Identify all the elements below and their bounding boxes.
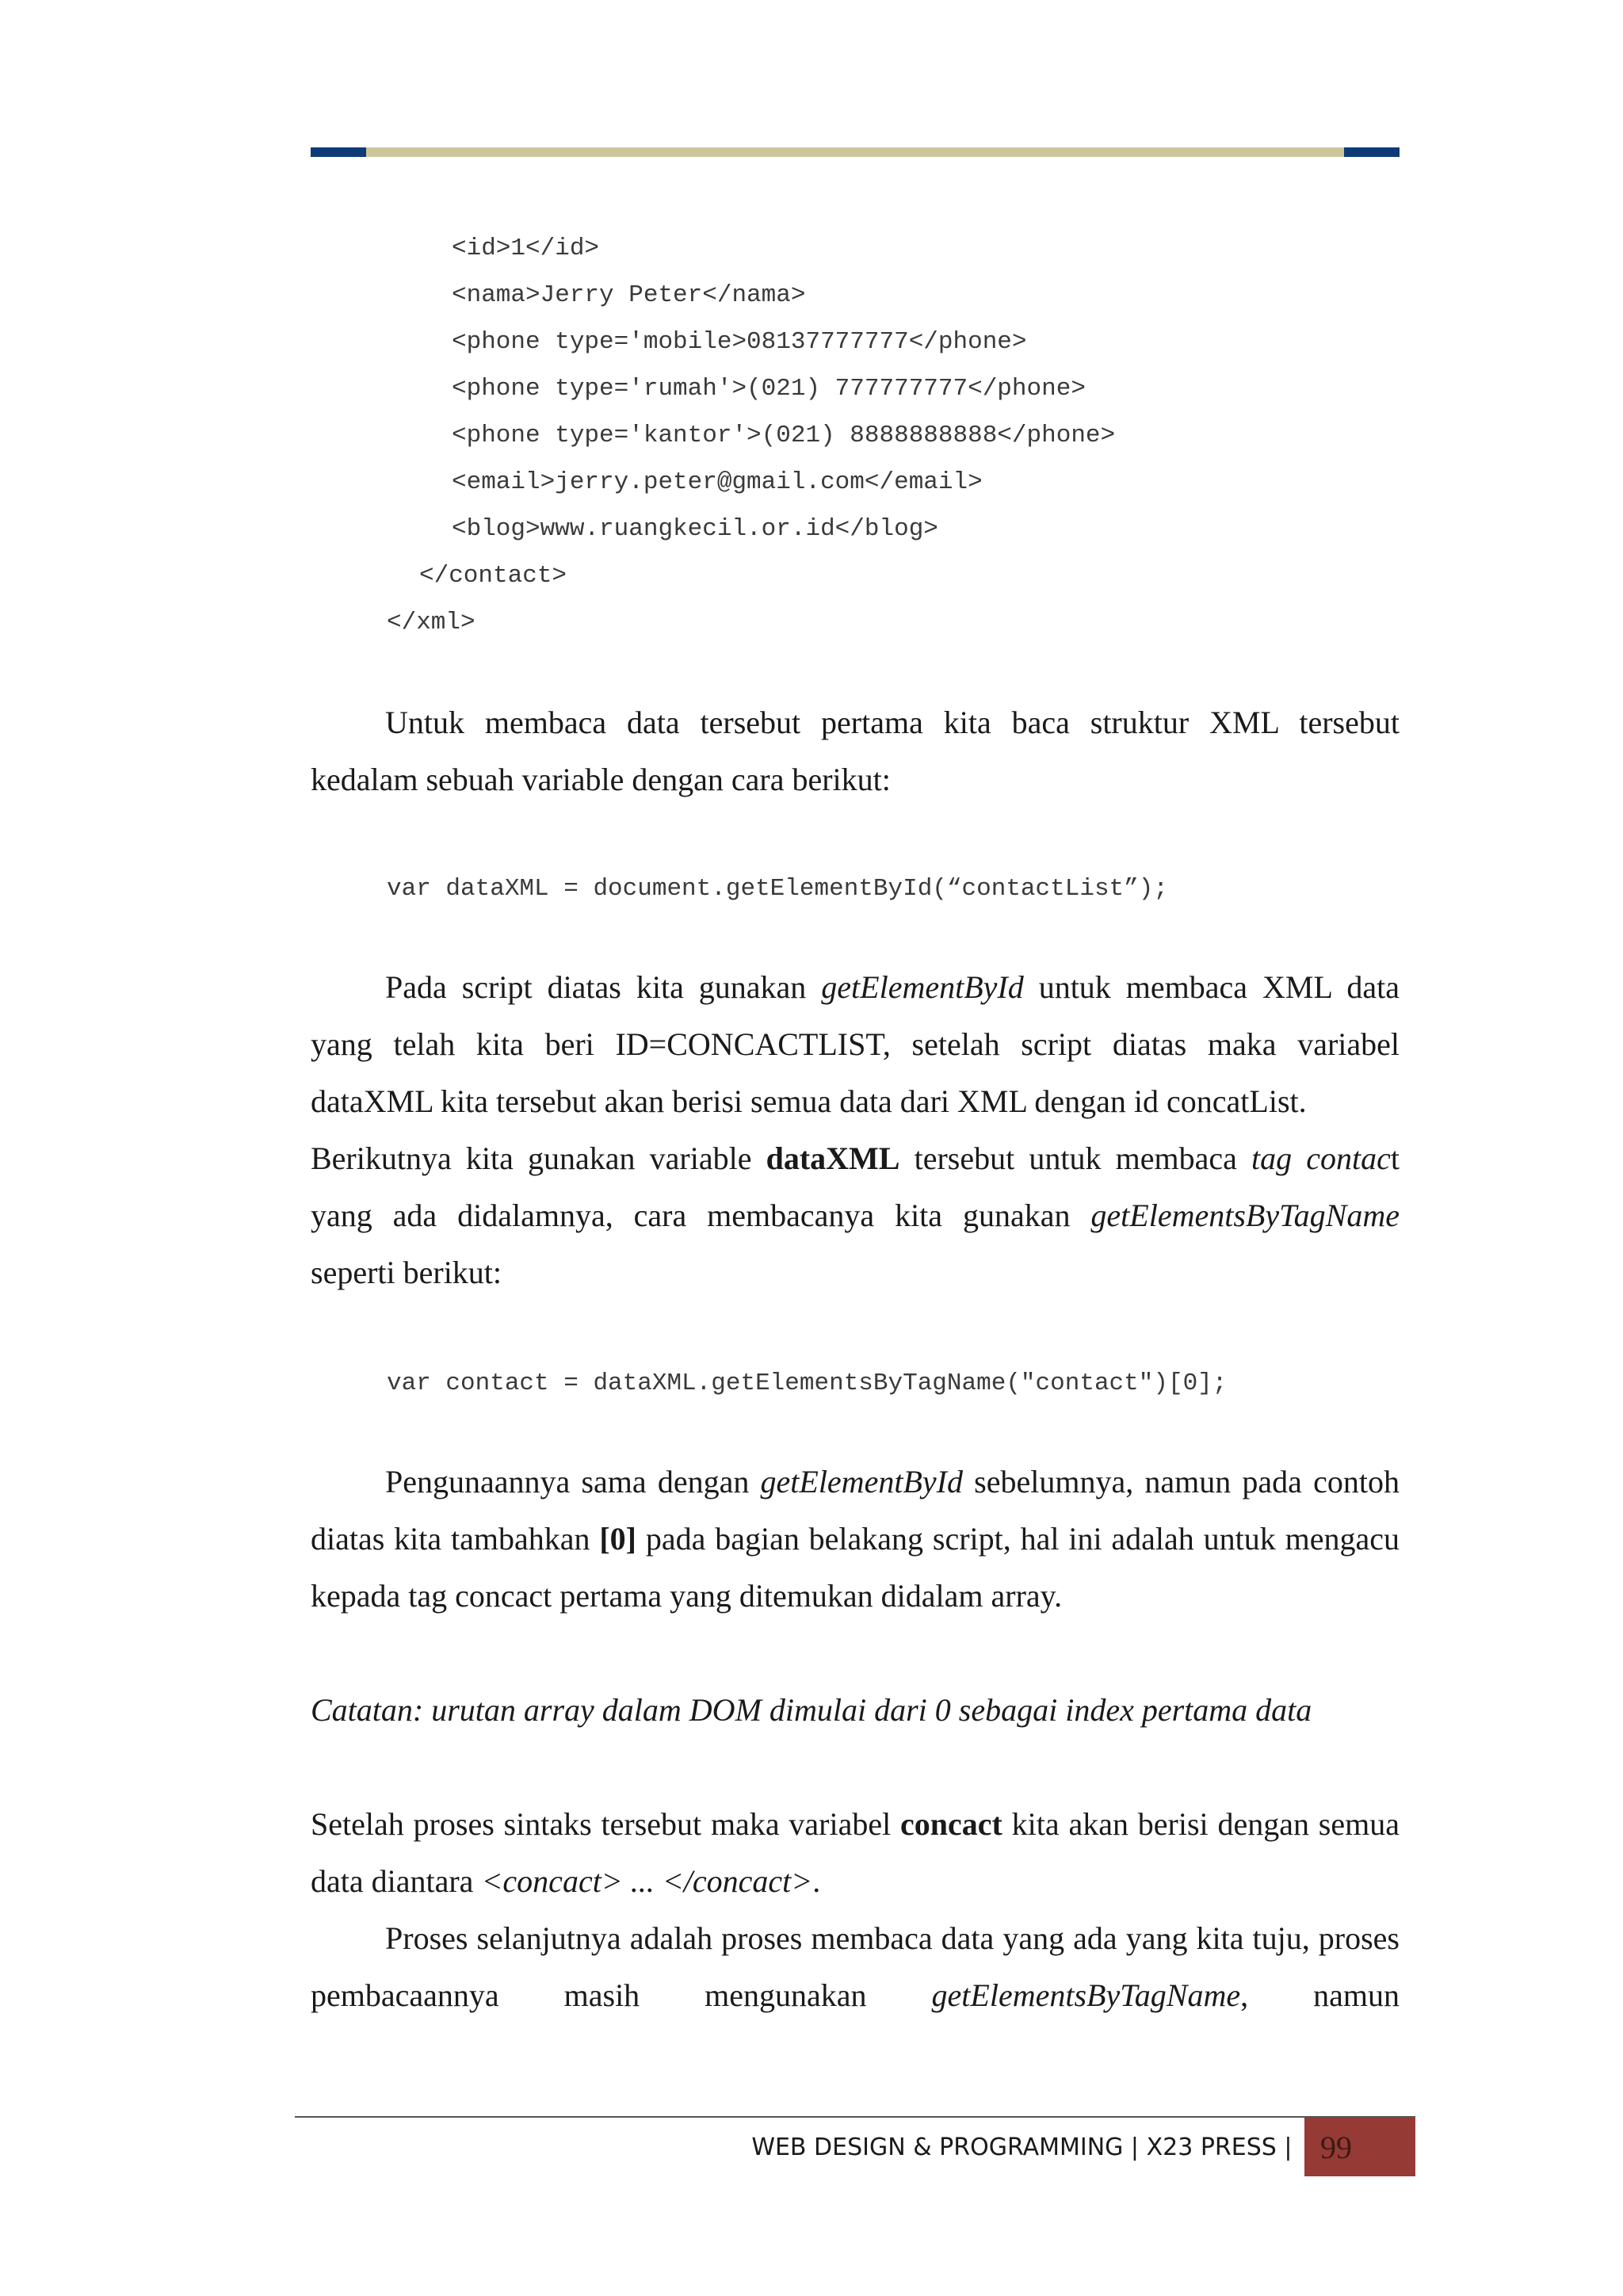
header-rule-left-block	[311, 147, 366, 157]
paragraph-6: Proses selanjutnya adalah proses membaca data yang ada yang kita tuju, proses pembacaannya masih mengunakan getElementsByTagName, namun	[311, 1920, 1400, 2013]
code-line: <phone type='rumah'>(021) 777777777</phone>	[452, 375, 1086, 403]
code-line-dataxml: var dataXML = document.getElementById(“contactList”);	[387, 875, 1168, 903]
code-line-contact: var contact = dataXML.getElementsByTagName("contact")[0];	[387, 1370, 1228, 1397]
code-line: <id>1</id>	[452, 235, 600, 262]
page-number-box	[1304, 2118, 1415, 2176]
footer-title: WEB DESIGN & PROGRAMMING | X23 PRESS |	[751, 2134, 1300, 2161]
code-line: </xml>	[387, 609, 475, 636]
code-line: <phone type='kantor'>(021) 8888888888</phone>	[452, 422, 1116, 449]
code-line: </contact>	[419, 562, 567, 590]
page-number: 99	[1320, 2129, 1352, 2165]
paragraph-5: Setelah proses sintaks tersebut maka variabel concact kita akan berisi dengan semua data diantara <concact> ... </concact>.	[311, 1806, 1400, 1899]
footer-rule	[295, 2116, 1415, 2118]
paragraph-3: Berikutnya kita gunakan variable dataXML tersebut untuk membaca tag contact yang ada didalamnya, cara membacanya kita gunakan getElementsByTagName seperti berikut:	[311, 1140, 1400, 1290]
note: Catatan: urutan array dalam DOM dimulai dari 0 sebagai index pertama data	[311, 1692, 1312, 1728]
paragraph-1: Untuk membaca data tersebut pertama kita baca struktur XML tersebut kedalam sebuah variable dengan cara berikut:	[311, 705, 1400, 797]
header-rule	[311, 147, 1400, 157]
code-line: <blog>www.ruangkecil.or.id</blog>	[452, 515, 938, 543]
header-rule-middle	[366, 147, 1344, 157]
code-line: <phone type='mobile>08137777777</phone>	[452, 328, 1027, 356]
code-line: <email>jerry.peter@gmail.com</email>	[452, 468, 983, 496]
paragraph-4: Pengunaannya sama dengan getElementById sebelumnya, namun pada contoh diatas kita tambahkan [0] pada bagian belakang script, hal ini adalah untuk mengacu kepada tag concact pertama yang ditemukan didalam array.	[311, 1464, 1400, 1614]
header-rule-right-block	[1344, 147, 1400, 157]
code-line: <nama>Jerry Peter</nama>	[452, 281, 806, 309]
paragraph-2: Pada script diatas kita gunakan getElementById untuk membaca XML data yang telah kita beri ID=CONCACTLIST, setelah script diatas maka variabel dataXML kita tersebut akan berisi semua data dari XML dengan id concatList.	[311, 969, 1400, 1119]
